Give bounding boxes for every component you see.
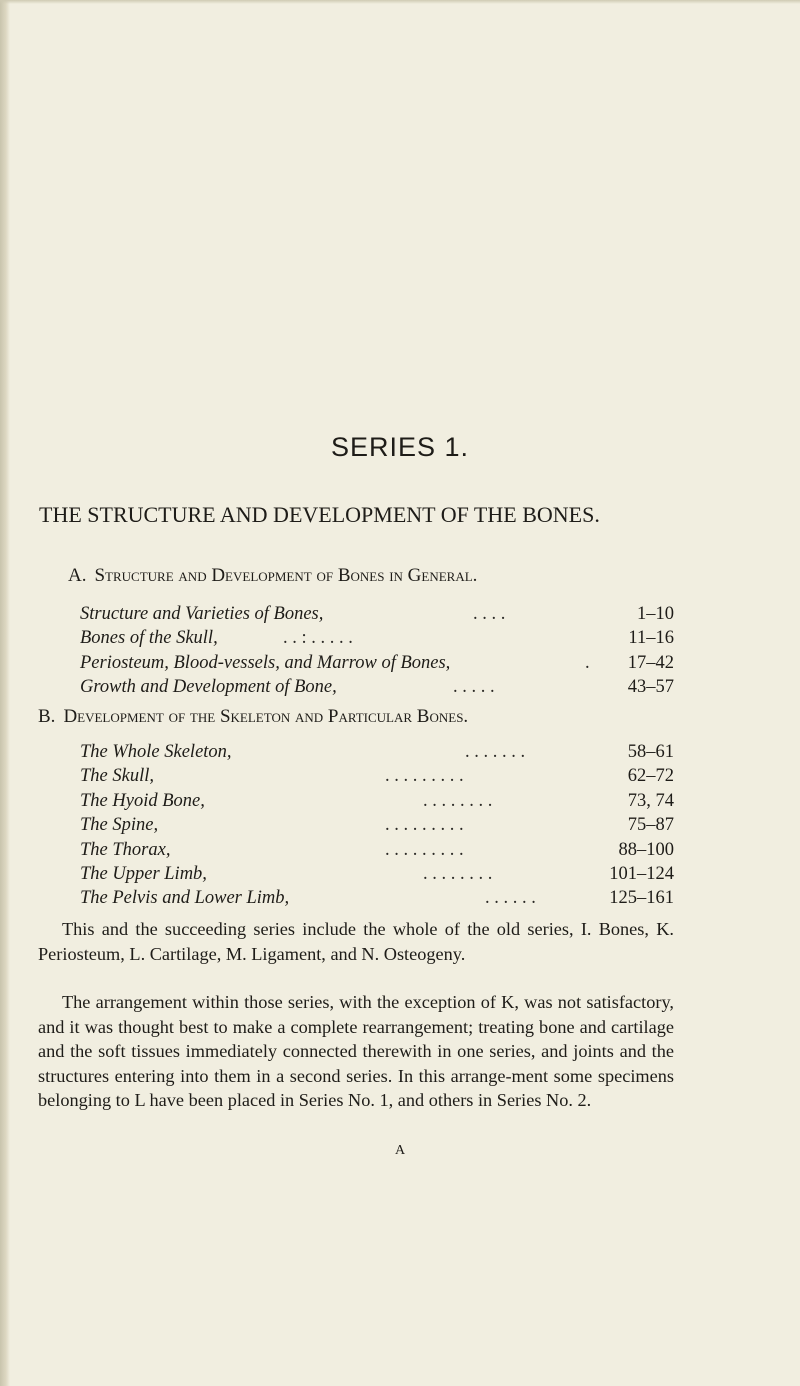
entry-range: 62–72 (627, 766, 674, 787)
dot-leader: . . . . . . . . . (385, 815, 464, 836)
entry-title: The Skull, (80, 766, 154, 787)
entry-range: 125–161 (609, 888, 674, 909)
section-a-letter: A. (68, 565, 87, 586)
dot-leader: . . . . . . . . (423, 790, 493, 811)
main-title: THE STRUCTURE AND DEVELOPMENT OF THE BONES. (39, 502, 600, 527)
entry-range: 88–100 (618, 839, 674, 860)
page-top-edge (0, 0, 800, 4)
entry-title: Bones of the Skull, (80, 628, 218, 649)
entry-title: Periosteum, Blood-vessels, and Marrow of Bones, (80, 652, 451, 673)
entry-range: 11–16 (628, 628, 674, 649)
contents-entry (80, 740, 674, 764)
entry-range: 1–10 (637, 604, 674, 624)
section-a-heading (68, 565, 477, 587)
section-b-letter: B. (38, 706, 56, 727)
series-heading: SERIES 1. (330, 432, 470, 462)
entry-title: Structure and Varieties of Bones, (80, 604, 324, 624)
entry-range: 101–124 (609, 863, 674, 884)
entry-title: The Hyoid Bone, (80, 790, 205, 811)
dot-leader: . . . . . . . . . (385, 839, 464, 860)
contents-entry (80, 813, 674, 837)
section-b-heading-text: Development of the Skeleton and Particular Bones. (63, 706, 469, 727)
dot-leader: . . . . . . . . . (385, 766, 464, 787)
entry-range: 43–57 (627, 677, 674, 698)
entry-title: Growth and Development of Bone, (80, 677, 337, 698)
contents-entry (80, 675, 674, 699)
intro-paragraph: This and the succeeding series include the whole of the old series, I. Bones, K. Periosteum, L. Cartilage, M. Ligament, and N. Osteogeny. (38, 919, 674, 964)
entry-title: The Pelvis and Lower Limb, (80, 888, 290, 909)
contents-entry (80, 886, 674, 910)
contents-entry (80, 764, 674, 788)
dot-leader: . . . . . . . (465, 742, 526, 762)
dot-leader: . . . . . . (485, 888, 536, 909)
entry-title: The Thorax, (80, 839, 171, 860)
dot-leader: . . : . . . . . (283, 628, 353, 649)
contents-entry (80, 862, 674, 886)
entry-title: The Whole Skeleton, (80, 742, 232, 762)
dot-leader: . . . . . . . . (423, 863, 493, 884)
dot-leader: . (585, 652, 590, 673)
section-b-contents (80, 740, 674, 911)
signature-mark: A (394, 1143, 406, 1158)
section-a-contents (80, 602, 674, 700)
contents-entry (80, 626, 674, 650)
contents-entry (80, 838, 674, 862)
entry-range: 17–42 (627, 652, 674, 673)
entry-range: 75–87 (627, 815, 674, 836)
section-b-heading (38, 706, 468, 728)
contents-entry (80, 602, 674, 626)
arrangement-paragraph: The arrangement within those series, with the exception of K, was not satisfactory, and it was thought best to make a complete rearrangement; treating bone and cartilage and the soft tissues immediately connected therewith in one series, and joints and the structures entering into them in a second series. In this arrange-ment some specimens belonging to L have been placed in Series No. 1, and others in Series No. 2. (38, 992, 674, 1110)
dot-leader: . . . . (473, 604, 506, 624)
entry-range: 73, 74 (627, 790, 674, 811)
entry-title: The Upper Limb, (80, 863, 207, 884)
contents-entry (80, 651, 674, 675)
dot-leader: . . . . . (453, 677, 495, 698)
entry-range: 58–61 (627, 742, 674, 762)
contents-entry (80, 789, 674, 813)
entry-title: The Spine, (80, 815, 159, 836)
section-a-heading-text: Structure and Development of Bones in General. (94, 565, 478, 586)
page-binding-edge (0, 0, 10, 1386)
